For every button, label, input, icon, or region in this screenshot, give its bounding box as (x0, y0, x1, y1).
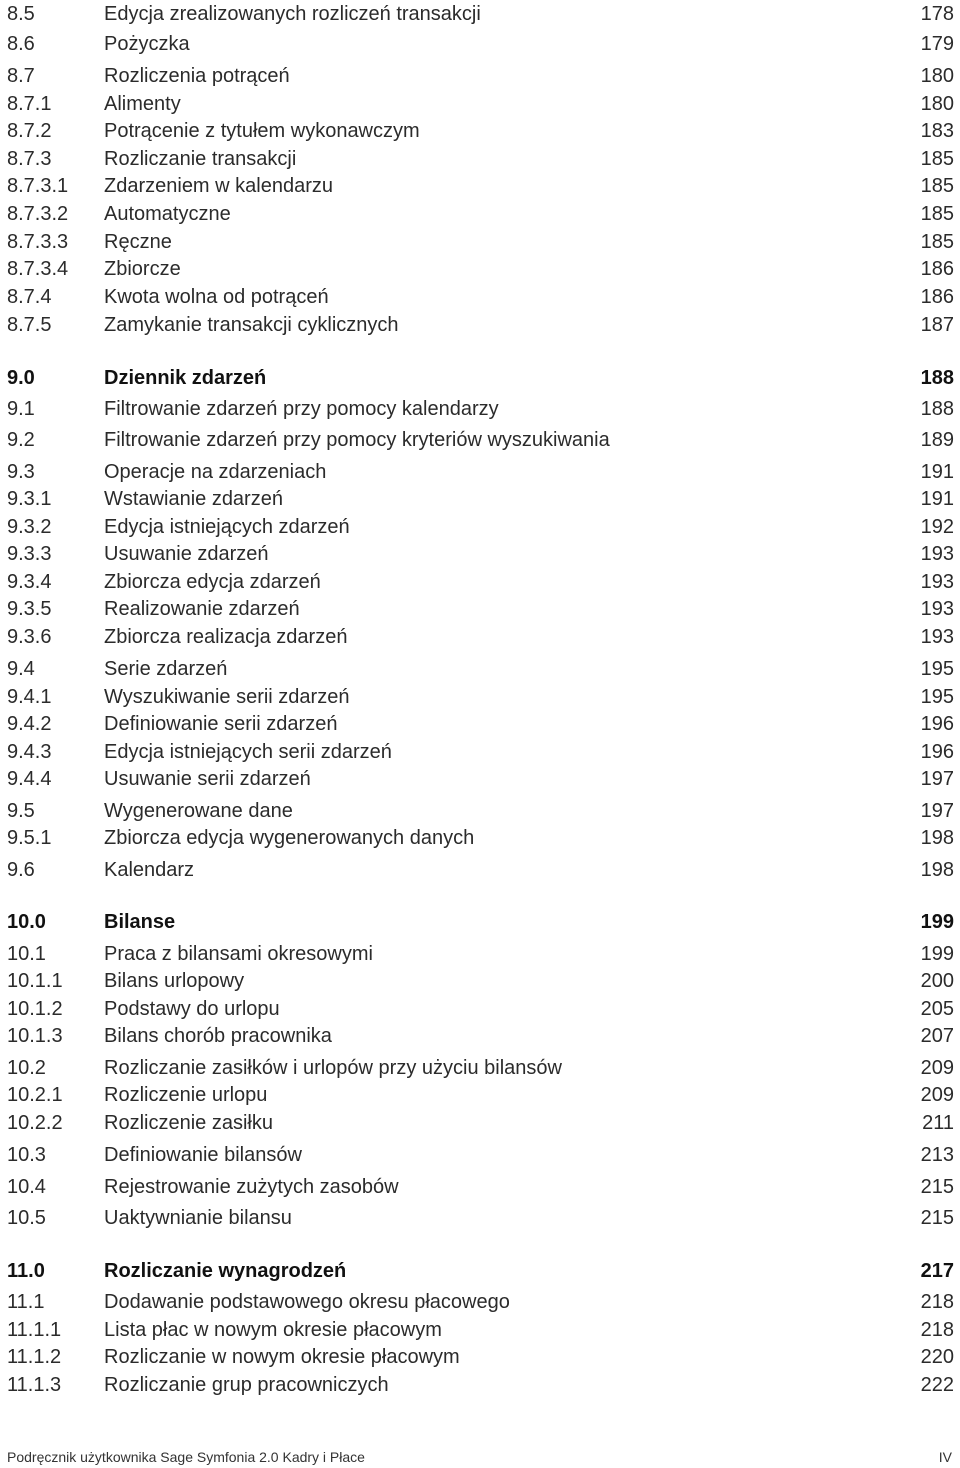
toc-entry-row[interactable] (0, 1110, 960, 1136)
toc-entry-row[interactable] (0, 684, 960, 710)
toc-entry-title: Rozliczenie zasiłku (104, 1112, 273, 1134)
toc-entry-row[interactable] (0, 624, 960, 650)
toc-entry-title: Rozliczenie urlopu (104, 1084, 268, 1106)
toc-entry-row[interactable] (0, 1205, 960, 1231)
toc-chapter-row[interactable] (0, 909, 960, 935)
toc-entry-row[interactable] (0, 941, 960, 967)
toc-entry-page: 191 (920, 488, 954, 510)
toc-entry-page: 199 (920, 943, 954, 965)
toc-entry-row[interactable] (0, 711, 960, 737)
toc-entry-title: Edycja zrealizowanych rozliczeń transakcji (104, 3, 481, 25)
toc-entry-page: 193 (920, 571, 954, 593)
toc-entry-number: 9.3.4 (7, 571, 52, 593)
toc-entry-page: 199 (920, 911, 954, 933)
toc-entry-page: 191 (920, 461, 954, 483)
toc-entry-title: Automatyczne (104, 203, 231, 225)
toc-entry-page: 218 (920, 1291, 954, 1313)
toc-entry-row[interactable] (0, 396, 960, 422)
toc-chapter-row[interactable] (0, 365, 960, 391)
toc-entry-title: Zbiorcza realizacja zdarzeń (104, 626, 348, 648)
toc-entry-row[interactable] (0, 766, 960, 792)
toc-entry-row[interactable] (0, 146, 960, 172)
toc-entry-row[interactable] (0, 459, 960, 485)
toc-entry-page: 193 (920, 626, 954, 648)
toc-entry-number: 10.2.2 (7, 1112, 63, 1134)
toc-entry-row[interactable] (0, 514, 960, 540)
toc-entry-number: 9.3 (7, 461, 35, 483)
toc-entry-row[interactable] (0, 173, 960, 199)
toc-entry-page: 180 (920, 93, 954, 115)
toc-entry-row[interactable] (0, 486, 960, 512)
toc-entry-number: 8.7.3.3 (7, 231, 69, 253)
toc-entry-title: Rozliczanie grup pracowniczych (104, 1374, 389, 1396)
toc-entry-title: Rozliczanie transakcji (104, 148, 297, 170)
toc-entry-title: Rozliczanie zasiłków i urlopów przy użyciu bilansów (104, 1057, 562, 1079)
toc-entry-title: Praca z bilansami okresowymi (104, 943, 373, 965)
toc-entry-row[interactable] (0, 229, 960, 255)
toc-entry-page: 200 (920, 970, 954, 992)
toc-entry-page: 211 (922, 1112, 954, 1134)
toc-entry-number: 10.1 (7, 943, 46, 965)
toc-entry-page: 196 (920, 713, 954, 735)
toc-entry-page: 183 (920, 120, 954, 142)
toc-entry-page: 188 (920, 398, 954, 420)
toc-entry-number: 10.3 (7, 1144, 46, 1166)
toc-entry-number: 8.7.1 (7, 93, 52, 115)
toc-entry-row[interactable] (0, 312, 960, 338)
toc-entry-page: 188 (920, 367, 954, 389)
toc-entry-row[interactable] (0, 91, 960, 117)
toc-entry-number: 11.0 (7, 1260, 45, 1282)
toc-entry-number: 11.1.1 (7, 1319, 62, 1341)
toc-entry-page: 185 (920, 175, 954, 197)
toc-entry-row[interactable] (0, 1, 960, 27)
toc-entry-number: 8.7.5 (7, 314, 52, 336)
toc-entry-title: Filtrowanie zdarzeń przy pomocy kalendarzy (104, 398, 499, 420)
toc-entry-title: Bilans chorób pracownika (104, 1025, 332, 1047)
toc-entry-title: Alimenty (104, 93, 181, 115)
toc-entry-page: 187 (920, 314, 954, 336)
toc-entry-title: Edycja istniejących zdarzeń (104, 516, 350, 538)
toc-entry-number: 9.6 (7, 859, 35, 881)
toc-entry-page: 215 (920, 1207, 954, 1229)
toc-entry-row[interactable] (0, 968, 960, 994)
toc-entry-page: 220 (920, 1346, 954, 1368)
toc-entry-title: Zdarzeniem w kalendarzu (104, 175, 333, 197)
toc-entry-title: Potrącenie z tytułem wykonawczym (104, 120, 420, 142)
toc-entry-title: Ręczne (104, 231, 172, 253)
toc-entry-number: 9.3.5 (7, 598, 52, 620)
toc-entry-row[interactable] (0, 798, 960, 824)
toc-entry-row[interactable] (0, 1023, 960, 1049)
toc-entry-title: Operacje na zdarzeniach (104, 461, 327, 483)
toc-entry-row[interactable] (0, 118, 960, 144)
toc-entry-row[interactable] (0, 63, 960, 89)
toc-entry-page: 186 (920, 286, 954, 308)
toc-entry-title: Bilanse (104, 911, 176, 933)
toc-entry-title: Serie zdarzeń (104, 658, 228, 680)
toc-entry-title: Wyszukiwanie serii zdarzeń (104, 686, 350, 708)
toc-entry-page: 179 (920, 33, 954, 55)
toc-entry-number: 10.4 (7, 1176, 46, 1198)
toc-entry-row[interactable] (0, 569, 960, 595)
toc-entry-number: 8.7 (7, 65, 35, 87)
toc-entry-row[interactable] (0, 857, 960, 883)
toc-entry-page: 197 (920, 800, 954, 822)
toc-entry-number: 8.7.3.1 (7, 175, 69, 197)
toc-entry-page: 207 (920, 1025, 954, 1047)
toc-entry-page: 217 (920, 1260, 954, 1282)
toc-entry-page: 193 (920, 598, 954, 620)
toc-entry-page: 193 (920, 543, 954, 565)
toc-entry-row[interactable] (0, 1055, 960, 1081)
toc-entry-number: 9.4 (7, 658, 35, 680)
toc-entry-title: Rejestrowanie zużytych zasobów (104, 1176, 399, 1198)
toc-entry-title: Podstawy do urlopu (104, 998, 280, 1020)
toc-entry-number: 9.3.6 (7, 626, 52, 648)
toc-entry-title: Filtrowanie zdarzeń przy pomocy kryteriów wyszukiwania (104, 429, 610, 451)
toc-entry-page: 209 (920, 1057, 954, 1079)
toc-entry-page: 196 (920, 741, 954, 763)
toc-entry-row[interactable] (0, 541, 960, 567)
toc-entry-row[interactable] (0, 825, 960, 851)
toc-entry-title: Zbiorcze (104, 258, 181, 280)
toc-entry-number: 9.3.2 (7, 516, 52, 538)
toc-entry-row[interactable] (0, 1344, 960, 1370)
toc-entry-row[interactable] (0, 1289, 960, 1315)
toc-entry-number: 11.1.2 (7, 1346, 62, 1368)
toc-entry-title: Kwota wolna od potrąceń (104, 286, 329, 308)
toc-entry-number: 10.1.3 (7, 1025, 63, 1047)
toc-entry-row[interactable] (0, 1372, 960, 1398)
toc-entry-page: 213 (920, 1144, 954, 1166)
toc-entry-number: 8.7.4 (7, 286, 52, 308)
toc-entry-number: 8.5 (7, 3, 35, 25)
toc-entry-row[interactable] (0, 284, 960, 310)
toc-entry-number: 9.4.3 (7, 741, 52, 763)
toc-entry-title: Wygenerowane dane (104, 800, 293, 822)
toc-entry-row[interactable] (0, 1174, 960, 1200)
toc-entry-number: 9.4.1 (7, 686, 52, 708)
toc-entry-title: Definiowanie bilansów (104, 1144, 302, 1166)
toc-entry-row[interactable] (0, 256, 960, 282)
toc-entry-number: 8.7.2 (7, 120, 52, 142)
toc-entry-number: 9.1 (7, 398, 35, 420)
footer-page-number: IV (938, 1449, 952, 1465)
toc-entry-number: 10.2.1 (7, 1084, 63, 1106)
toc-entry-title: Realizowanie zdarzeń (104, 598, 300, 620)
toc-entry-title: Bilans urlopowy (104, 970, 245, 992)
toc-entry-page: 222 (920, 1374, 954, 1396)
toc-entry-page: 178 (920, 3, 954, 25)
toc-entry-number: 9.2 (7, 429, 35, 451)
toc-entry-row[interactable] (0, 996, 960, 1022)
toc-entry-row[interactable] (0, 1317, 960, 1343)
page-footer (0, 1446, 960, 1468)
toc-entry-number: 8.7.3 (7, 148, 52, 170)
toc-entry-page: 209 (920, 1084, 954, 1106)
toc-entry-page: 195 (920, 686, 954, 708)
toc-entry-number: 10.1.1 (7, 970, 63, 992)
toc-entry-row[interactable] (0, 1082, 960, 1108)
toc-entry-page: 189 (920, 429, 954, 451)
toc-entry-title: Usuwanie zdarzeń (104, 543, 269, 565)
toc-entry-number: 10.0 (7, 911, 46, 933)
toc-entry-page: 180 (920, 65, 954, 87)
toc-entry-title: Rozliczenia potrąceń (104, 65, 290, 87)
toc-entry-page: 185 (920, 148, 954, 170)
toc-entry-row[interactable] (0, 1142, 960, 1168)
toc-entry-number: 11.1 (7, 1291, 45, 1313)
toc-chapter-row[interactable] (0, 1258, 960, 1284)
toc-entry-page: 205 (920, 998, 954, 1020)
toc-entry-page: 215 (920, 1176, 954, 1198)
toc-entry-row[interactable] (0, 201, 960, 227)
toc-entry-page: 186 (920, 258, 954, 280)
toc-entry-number: 9.5.1 (7, 827, 52, 849)
toc-entry-number: 9.4.4 (7, 768, 52, 790)
toc-entry-number: 8.6 (7, 33, 35, 55)
toc-entry-number: 9.0 (7, 367, 35, 389)
toc-entry-number: 9.3.1 (7, 488, 52, 510)
toc-entry-title: Dziennik zdarzeń (104, 367, 267, 389)
toc-entry-title: Zbiorcza edycja zdarzeń (104, 571, 321, 593)
footer-title: Podręcznik użytkownika Sage Symfonia 2.0 Kadry i Płace (7, 1449, 365, 1465)
toc-entry-number: 10.5 (7, 1207, 46, 1229)
toc-entry-page: 198 (920, 827, 954, 849)
toc-entry-title: Pożyczka (104, 33, 190, 55)
toc-entry-title: Rozliczanie wynagrodzeń (104, 1260, 347, 1282)
toc-entry-row[interactable] (0, 31, 960, 57)
toc-entry-number: 9.3.3 (7, 543, 52, 565)
toc-entry-page: 198 (920, 859, 954, 881)
toc-entry-title: Zbiorcza edycja wygenerowanych danych (104, 827, 475, 849)
toc-entry-number: 8.7.3.4 (7, 258, 69, 280)
toc-entry-title: Uaktywnianie bilansu (104, 1207, 292, 1229)
toc-entry-page: 185 (920, 231, 954, 253)
toc-entry-row[interactable] (0, 596, 960, 622)
toc-entry-title: Kalendarz (104, 859, 195, 881)
toc-entry-row[interactable] (0, 656, 960, 682)
toc-entry-row[interactable] (0, 739, 960, 765)
toc-entry-page: 185 (920, 203, 954, 225)
toc-entry-page: 218 (920, 1319, 954, 1341)
toc-entry-number: 9.4.2 (7, 713, 52, 735)
toc-entry-number: 11.1.3 (7, 1374, 62, 1396)
toc-entry-row[interactable] (0, 427, 960, 453)
toc-entry-page: 197 (920, 768, 954, 790)
toc-entry-title: Zamykanie transakcji cyklicznych (104, 314, 399, 336)
toc-entry-title: Definiowanie serii zdarzeń (104, 713, 338, 735)
toc-entry-title: Lista płac w nowym okresie płacowym (104, 1319, 442, 1341)
toc-entry-title: Dodawanie podstawowego okresu płacowego (104, 1291, 510, 1313)
toc-entry-number: 9.5 (7, 800, 35, 822)
toc-entry-number: 10.1.2 (7, 998, 63, 1020)
toc-entry-title: Usuwanie serii zdarzeń (104, 768, 311, 790)
toc-entry-number: 10.2 (7, 1057, 46, 1079)
toc-entry-title: Edycja istniejących serii zdarzeń (104, 741, 392, 763)
toc-entry-title: Rozliczanie w nowym okresie płacowym (104, 1346, 460, 1368)
toc-entry-page: 192 (920, 516, 954, 538)
toc-entry-page: 195 (920, 658, 954, 680)
toc-entry-number: 8.7.3.2 (7, 203, 69, 225)
toc-entry-title: Wstawianie zdarzeń (104, 488, 283, 510)
